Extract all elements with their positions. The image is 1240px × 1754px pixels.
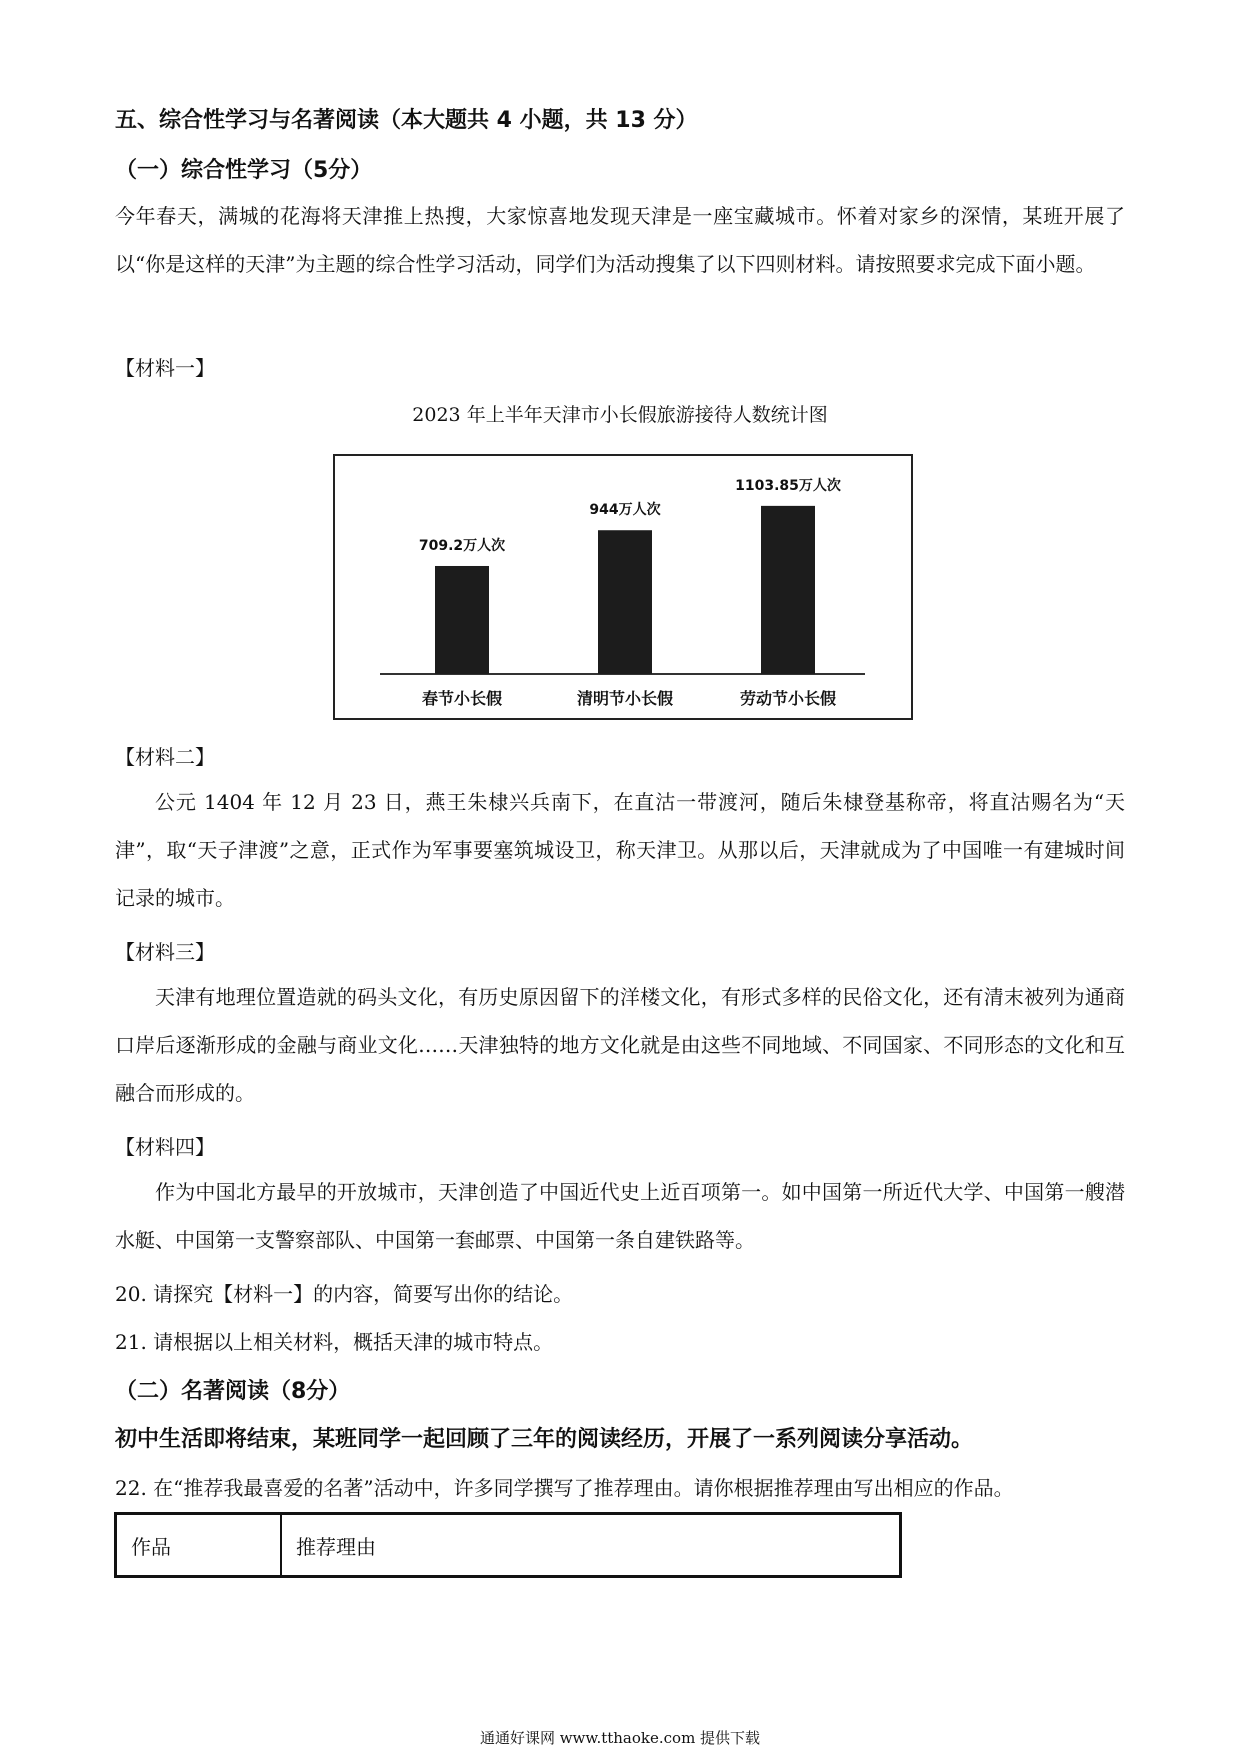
part2-title: （二）名著阅读（8分）	[115, 1379, 351, 1404]
question-22: 22. 在“推荐我最喜爱的名著”活动中，许多同学撰写了推荐理由。请你根据推荐理由写出相应的作品。	[115, 1476, 1014, 1500]
table-header-reason: 推荐理由	[281, 1514, 901, 1577]
category-label-1: 清明节小长假	[576, 689, 674, 708]
data-label-0: 709.2万人次	[418, 537, 506, 554]
chart-title: 2023 年上半年天津市小长假旅游接待人数统计图	[412, 404, 828, 426]
material-4-text: 作为中国北方最早的开放城市，天津创造了中国近代史上近百项第一。如中国第一所近代大学、中国第一艘潜水艇、中国第一支警察部队、中国第一套邮票、中国第一条自建铁路等。	[115, 1180, 1125, 1252]
table-row	[116, 1514, 901, 1577]
material-3-label: 【材料三】	[115, 940, 215, 964]
bar-1	[598, 530, 652, 674]
material-2-label: 【材料二】	[115, 745, 215, 769]
material-4-label: 【材料四】	[115, 1135, 215, 1159]
bar-2	[761, 506, 815, 674]
part1-title: （一）综合性学习（5分）	[115, 158, 373, 183]
table-header-work: 作品	[116, 1514, 282, 1577]
intro-paragraph: 今年春天，满城的花海将天津推上热搜，大家惊喜地发现天津是一座宝藏城市。怀着对家乡的深情，某班开展了以“你是这样的天津”为主题的综合性学习活动，同学们为活动搜集了以下四则材料。请按照要求完成下面小题。	[115, 204, 1125, 276]
bar-chart-svg	[335, 456, 911, 718]
bar-chart	[333, 454, 913, 720]
material-1-label: 【材料一】	[115, 356, 215, 380]
category-label-0: 春节小长假	[421, 689, 503, 708]
data-label-1: 944万人次	[589, 502, 661, 519]
material-2-text: 公元 1404 年 12 月 23 日，燕王朱棣兴兵南下，在直沽一带渡河，随后朱棣登基称帝，将直沽赐名为“天津”，取“天子津渡”之意，正式作为军事要塞筑城设卫，称天津卫。从那以后，天津就成为了中国唯一有建城时间记录的城市。	[115, 790, 1125, 910]
footer-text: 通通好课网 www.tthaoke.com 提供下载	[479, 1729, 761, 1747]
part2-intro: 初中生活即将结束，某班同学一起回顾了三年的阅读经历，开展了一系列阅读分享活动。	[115, 1427, 974, 1452]
category-label-2: 劳动节小长假	[739, 689, 837, 708]
section-title: 五、综合性学习与名著阅读（本大题共 4 小题，共 13 分）	[115, 108, 698, 133]
question-20: 20. 请探究【材料一】的内容，简要写出你的结论。	[115, 1282, 574, 1306]
recommendation-table	[114, 1512, 902, 1578]
data-label-2: 1103.85万人次	[735, 477, 841, 494]
question-21: 21. 请根据以上相关材料，概括天津的城市特点。	[115, 1330, 554, 1354]
bar-0	[435, 566, 489, 674]
material-3-text: 天津有地理位置造就的码头文化，有历史原因留下的洋楼文化，有形式多样的民俗文化，还有清末被列为通商口岸后逐渐形成的金融与商业文化……天津独特的地方文化就是由这些不同地域、不同国家、不同形态的文化和互融合而形成的。	[115, 985, 1125, 1105]
